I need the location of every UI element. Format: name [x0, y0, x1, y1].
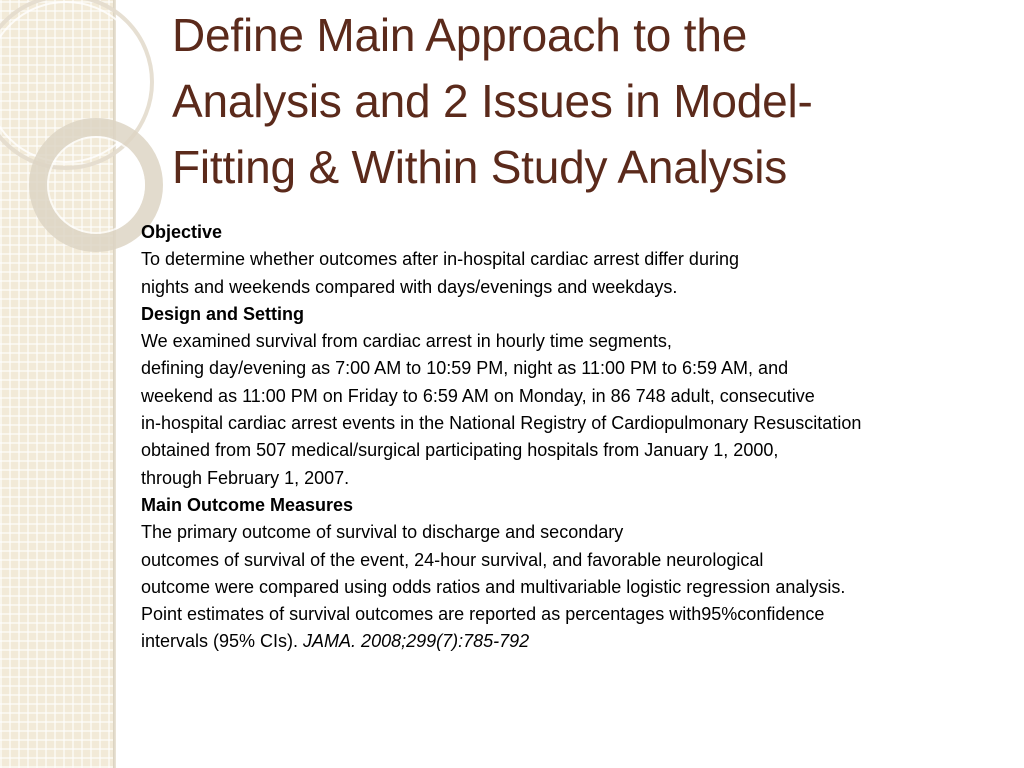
design-line: weekend as 11:00 PM on Friday to 6:59 AM on Monday, in 86 748 adult, consecutive: [141, 385, 815, 406]
title-line: Define Main Approach to the: [172, 9, 748, 61]
journal-citation: JAMA. 2008;299(7):785-792: [303, 631, 530, 652]
outcome-line: outcome were compared using odds ratios and multivariable logistic regression analysis.: [141, 576, 846, 597]
outcome-heading: Main Outcome Measures: [141, 494, 354, 515]
design-line: We examined survival from cardiac arrest in hourly time segments,: [141, 331, 672, 352]
outcome-last-text: intervals (95% CIs).: [141, 631, 304, 652]
objective-line: nights and weekends compared with days/evenings and weekdays.: [141, 276, 678, 297]
outcome-line: outcomes of survival of the event, 24-hour survival, and favorable neurological: [141, 549, 764, 570]
outcome-last-line: [141, 628, 1001, 655]
design-line: in-hospital cardiac arrest events in the National Registry of Cardiopulmonary Resuscitation: [141, 413, 862, 434]
decorative-ring-small-highlight: [48, 137, 144, 233]
objective-line: To determine whether outcomes after in-hospital cardiac arrest differ during: [141, 249, 739, 270]
design-heading: Design and Setting: [141, 303, 305, 324]
design-line: defining day/evening as 7:00 AM to 10:59 PM, night as 11:00 PM to 6:59 AM, and: [141, 358, 789, 379]
slide-title: [172, 2, 892, 200]
title-line: Analysis and 2 Issues in Model-: [172, 75, 813, 127]
outcome-line: The primary outcome of survival to discharge and secondary: [141, 522, 624, 543]
abstract-body: [141, 219, 1001, 656]
design-line: through February 1, 2007.: [141, 467, 350, 488]
outcome-line: Point estimates of survival outcomes are reported as percentages with95%confidence: [141, 604, 825, 625]
design-line: obtained from 507 medical/surgical participating hospitals from January 1, 2000,: [141, 440, 779, 461]
title-line: Fitting & Within Study Analysis: [172, 141, 788, 193]
objective-heading: Objective: [141, 222, 223, 242]
decorative-ring-small: [38, 127, 154, 243]
